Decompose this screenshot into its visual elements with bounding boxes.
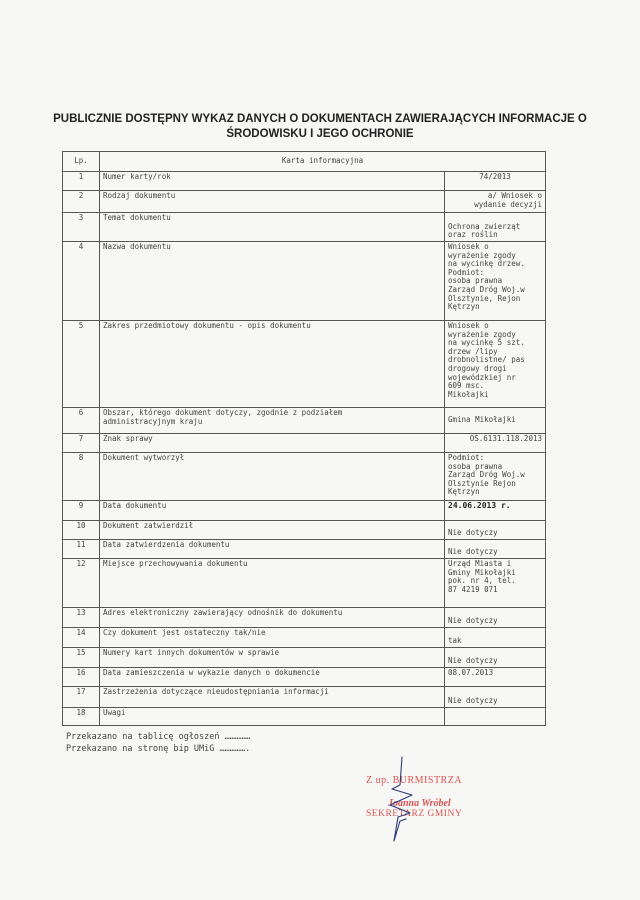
table-row bbox=[63, 608, 546, 628]
row-label: Znak sprawy bbox=[100, 434, 445, 453]
row-label: Adres elektroniczny zawierający odnośnik do dokumentu bbox=[100, 608, 445, 628]
row-lp: 18 bbox=[63, 708, 100, 726]
table-row bbox=[63, 172, 546, 191]
table-row bbox=[63, 434, 546, 453]
stamp-line-3: SEKRETARZ GMINY bbox=[366, 809, 463, 819]
row-lp: 16 bbox=[63, 668, 100, 687]
row-label: Numery kart innych dokumentów w sprawie bbox=[100, 648, 445, 668]
row-value: Urząd Miasta i Gminy Mikołajki pok. nr 4, tel. 87 4219 071 bbox=[445, 559, 546, 608]
row-value: tak bbox=[445, 628, 546, 648]
row-value: Gmina Mikołajki bbox=[445, 408, 546, 434]
row-lp: 2 bbox=[63, 191, 100, 213]
table-row bbox=[63, 648, 546, 668]
row-lp: 14 bbox=[63, 628, 100, 648]
table-row bbox=[63, 213, 546, 242]
row-value: Wniosek o wyrażenie zgody na wycinkę 5 szt. drzew /lipy drobnolistne/ pas drogowy drogi wojewódzkiej nr 609 msc. Mikołajki bbox=[445, 321, 546, 408]
row-value: 74/2013 bbox=[445, 172, 546, 191]
row-lp: 12 bbox=[63, 559, 100, 608]
row-label: Data dokumentu bbox=[100, 501, 445, 521]
row-value: Podmiot: osoba prawna Zarząd Dróg Woj.w Olsztynie Rejon Kętrzyn bbox=[445, 453, 546, 501]
stamp-line-1: Z up. BURMISTRZA bbox=[366, 775, 463, 786]
row-label: Dokument wytworzył bbox=[100, 453, 445, 501]
row-label: Uwagi bbox=[100, 708, 445, 726]
row-label: Czy dokument jest ostateczny tak/nie bbox=[100, 628, 445, 648]
table-row bbox=[63, 668, 546, 687]
table-row bbox=[63, 408, 546, 434]
row-label: Miejsce przechowywania dokumentu bbox=[100, 559, 445, 608]
header-lp: Lp. bbox=[63, 152, 100, 172]
row-value: Nie dotyczy bbox=[445, 608, 546, 628]
table-row bbox=[63, 242, 546, 321]
table-row bbox=[63, 708, 546, 726]
table-row bbox=[63, 687, 546, 708]
row-lp: 13 bbox=[63, 608, 100, 628]
row-lp: 11 bbox=[63, 540, 100, 559]
row-label: Zakres przedmiotowy dokumentu - opis dokumentu bbox=[100, 321, 445, 408]
row-lp: 1 bbox=[63, 172, 100, 191]
row-value bbox=[445, 708, 546, 726]
row-value: a/ Wniosek o wydanie decyzji bbox=[445, 191, 546, 213]
table-row bbox=[63, 559, 546, 608]
row-lp: 6 bbox=[63, 408, 100, 434]
row-value: Wniosek o wyrażenie zgody na wycinkę drzew. Podmiot: osoba prawna Zarząd Dróg Woj.w Olsztynie, Rejon Kętrzyn bbox=[445, 242, 546, 321]
table-row bbox=[63, 628, 546, 648]
signature-icon bbox=[372, 755, 432, 845]
footer-line-1: Przekazano na tablicę ogłoszeń …………… bbox=[66, 732, 251, 742]
table-row bbox=[63, 540, 546, 559]
row-lp: 15 bbox=[63, 648, 100, 668]
row-value: 08.07.2013 bbox=[445, 668, 546, 687]
row-lp: 3 bbox=[63, 213, 100, 242]
row-label: Dokument zatwierdził bbox=[100, 521, 445, 540]
info-card-table bbox=[62, 151, 546, 726]
row-lp: 8 bbox=[63, 453, 100, 501]
row-lp: 7 bbox=[63, 434, 100, 453]
row-label: Nazwa dokumentu bbox=[100, 242, 445, 321]
header-karta: Karta informacyjna bbox=[100, 152, 546, 172]
row-value: 24.06.2013 r. bbox=[445, 501, 546, 521]
row-value: Nie dotyczy bbox=[445, 687, 546, 708]
row-lp: 4 bbox=[63, 242, 100, 321]
title-line-1: PUBLICZNIE DOSTĘPNY WYKAZ DANYCH O DOKUMENTACH ZAWIERAJĄCYCH INFORMACJE O bbox=[53, 113, 587, 125]
table-row bbox=[63, 501, 546, 521]
footer-notes bbox=[66, 731, 250, 755]
row-value: OŚ.6131.118.2013 bbox=[445, 434, 546, 453]
row-lp: 9 bbox=[63, 501, 100, 521]
row-value: Ochrona zwierząt oraz roślin bbox=[445, 213, 546, 242]
footer-line-2: Przekazano na stronę bip UMiG ……………. bbox=[66, 744, 251, 754]
row-label: Data zatwierdzenia dokumentu bbox=[100, 540, 445, 559]
row-label: Obszar, którego dokument dotyczy, zgodnie z podziałem administracyjnym kraju bbox=[100, 408, 445, 434]
row-label: Rodzaj dokumentu bbox=[100, 191, 445, 213]
row-label: Temat dokumentu bbox=[100, 213, 445, 242]
row-label: Numer karty/rok bbox=[100, 172, 445, 191]
table-row bbox=[63, 321, 546, 408]
table-row bbox=[63, 521, 546, 540]
title-line-2: ŚRODOWISKU I JEGO OCHRONIE bbox=[226, 128, 414, 140]
row-lp: 10 bbox=[63, 521, 100, 540]
table-row bbox=[63, 191, 546, 213]
row-lp: 5 bbox=[63, 321, 100, 408]
row-value: Nie dotyczy bbox=[445, 540, 546, 559]
table-header-row bbox=[63, 152, 546, 172]
row-label: Data zamieszczenia w wykazie danych o dokumencie bbox=[100, 668, 445, 687]
table-row bbox=[63, 453, 546, 501]
row-label: Zastrzeżenia dotyczące nieudostępniania informacji bbox=[100, 687, 445, 708]
row-value: Nie dotyczy bbox=[445, 648, 546, 668]
row-lp: 17 bbox=[63, 687, 100, 708]
document-title bbox=[40, 112, 600, 142]
stamp-line-2: Joanna Wróbel bbox=[388, 798, 451, 809]
row-value: Nie dotyczy bbox=[445, 521, 546, 540]
